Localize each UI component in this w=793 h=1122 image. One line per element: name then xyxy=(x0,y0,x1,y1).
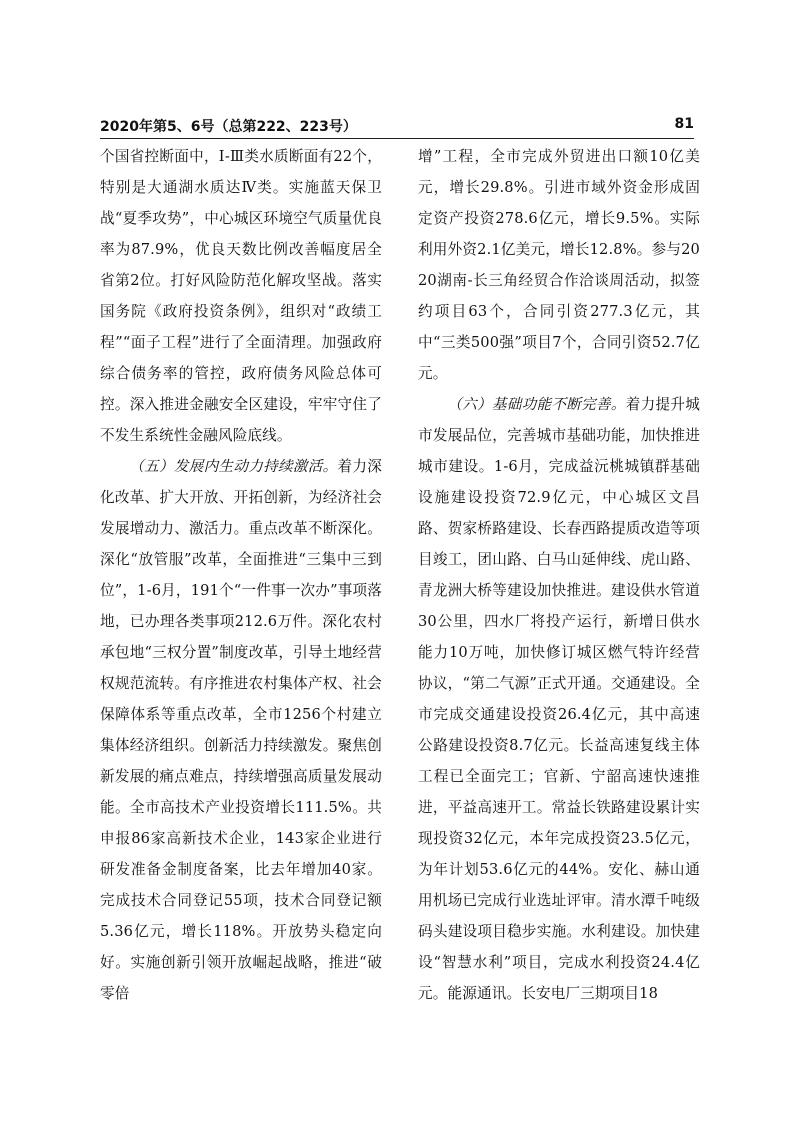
right-column xyxy=(418,141,700,1081)
paragraph xyxy=(100,451,382,1009)
paragraph-body: 着力深化改革、扩大开放、开拓创新，为经济社会发展增动力、激活力。重点改革不断深化。深化“放管服”改革，全面推进“三集中三到位”，1-6月，191个“一件事一次办”事项落地，已办理各类事项212.6万件。深化农村承包地“三权分置”制度改革，引导土地经营权规范流转。有序推进农村集体产权、社会保障体系等重点改革，全市1256个村建立集体经济组织。创新活力持续激发。聚焦创新发展的痛点难点，持续增强高质量发展动能。全市高技术产业投资增长111.5%。共申报86家高新技术企业，143家企业进行研发准备金制度备案，比去年增加40家。完成技术合同登记55项，技术合同登记额5.36亿元，增长118%。开放势头稳定向好。实施创新引领开放崛起战略，推进“破零倍 xyxy=(100,458,382,1002)
paragraph xyxy=(418,389,700,1009)
page-number: 81 xyxy=(674,116,694,132)
paragraph: 个国省控断面中，Ⅰ-Ⅲ类水质断面有22个，特别是大通湖水质达Ⅳ类。实施蓝天保卫战“夏季攻势”，中心城区环境空气质量优良率为87.9%，优良天数比例改善幅度居全省第2位。打好风险防范化解攻坚战。落实国务院《政府投资条例》，组织对“政绩工程”“面子工程”进行了全面清理。加强政府综合债务率的管控，政府债务风险总体可控。深入推进金融安全区建设，牢牢守住了不发生系统性金融风险底线。 xyxy=(100,148,382,444)
running-header xyxy=(100,114,694,139)
section-heading: （五）发展内生动力持续激活。 xyxy=(129,458,338,475)
paragraph-body: 着力提升城市发展品位，完善城市基础功能，加快推进城市建设。1-6月，完成益沅桃城镇群基础设施建设投资72.9亿元，中心城区文昌路、贺家桥路建设、长春西路提质改造等项目竣工，团山路、白马山延伸线、虎山路、青龙洲大桥等建设加快推进。建设供水管道30公里，四水厂将投产运行，新增日供水能力10万吨，加快修订城区燃气特许经营协议，“第二气源”正式开通。交通建设。全市完成交通建设投资26.4亿元，其中高速公路建设投资8.7亿元。长益高速复线主体工程已全面完工；官新、宁韶高速快速推进，平益高速开工。常益长铁路建设累计实现投资32亿元，本年完成投资23.5亿元，为年计划53.6亿元的44%。安化、赫山通用机场已完成行业选址评审。清水潭千吨级码头建设项目稳步实施。水利建设。加快建设“智慧水利”项目，完成水利投资24.4亿元。能源通讯。长安电厂三期项目18 xyxy=(418,396,700,1002)
left-column xyxy=(100,141,382,1081)
issue-label: 2020年第5、6号（总第222、223号） xyxy=(100,119,357,135)
section-heading: （六）基础功能不断完善。 xyxy=(447,396,626,413)
paragraph: 增”工程，全市完成外贸进出口额10亿美元，增长29.8%。引进市域外资金形成固定资产投资278.6亿元，增长9.5%。实际利用外资2.1亿美元，增长12.8%。参与2020湖南-长三角经贸合作洽谈周活动，拟签约项目63个，合同引资277.3亿元，其中“三类500强”项目7个，合同引资52.7亿元。 xyxy=(418,148,700,382)
